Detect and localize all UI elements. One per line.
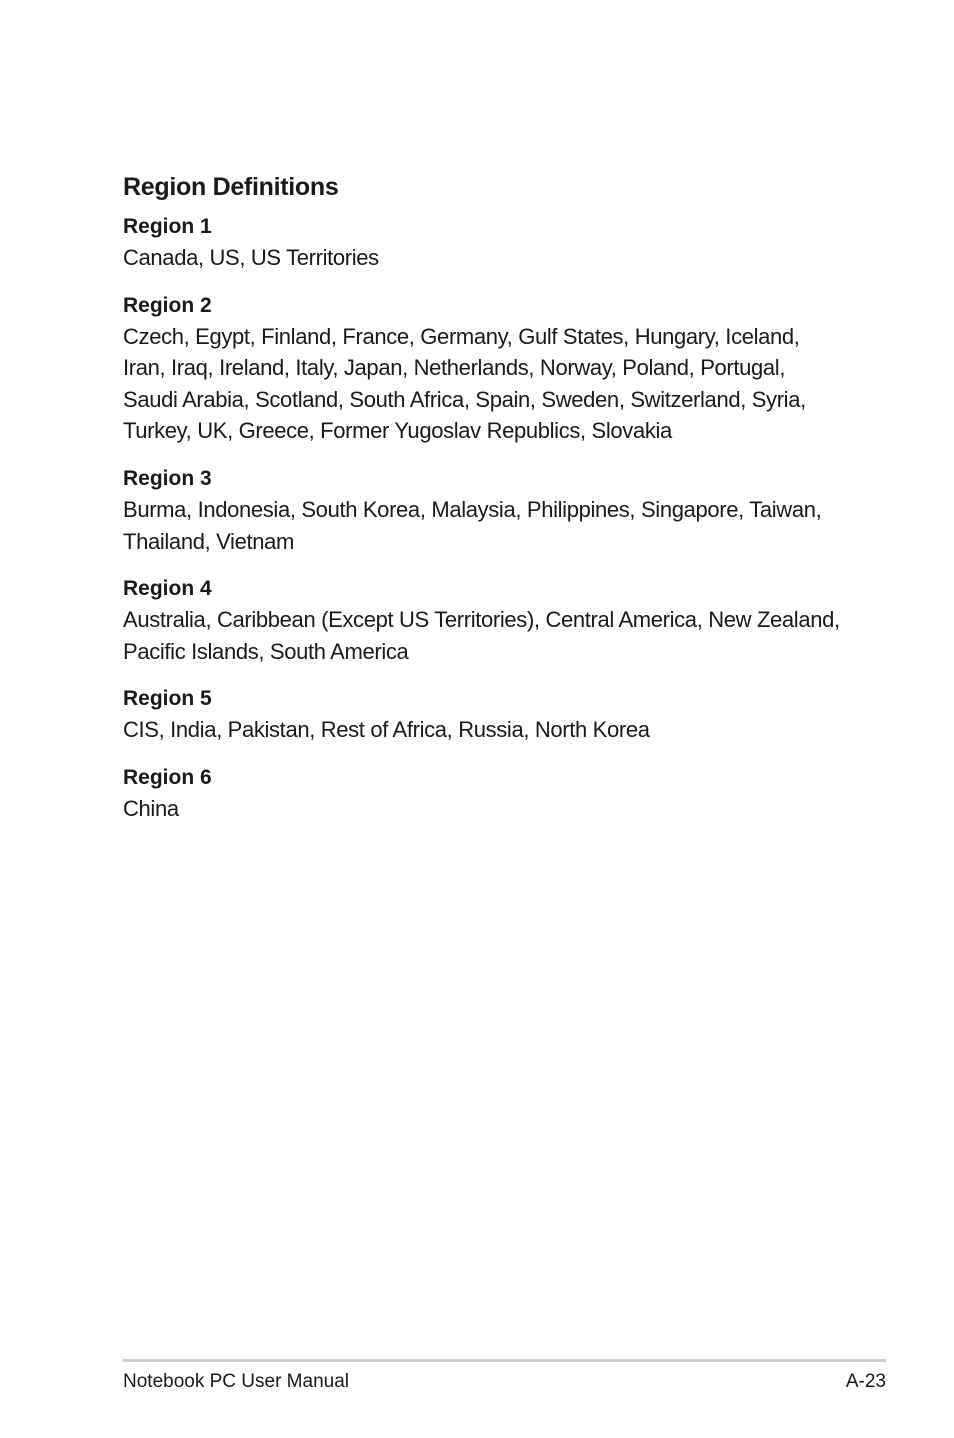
page-content: [123, 170, 843, 842]
region-country-list: Burma, Indonesia, South Korea, Malaysia, Philippines, Singapore, Taiwan, Thailand, Vietnam: [123, 496, 822, 554]
region-heading: Region 4: [123, 577, 212, 601]
region-country-list: Czech, Egypt, Finland, France, Germany, Gulf States, Hungary, Iceland, Iran, Iraq, Ireland, Italy, Japan, Netherlands, Norway, Poland, Portugal, Saudi Arabia, Scotland, South Africa, Spain, Sweden, Switzerland, Syria, Turkey, UK, Greece, Former Yugoslav Republics, Slovakia: [123, 323, 806, 444]
footer-manual-title: Notebook PC User Manual: [123, 1371, 349, 1392]
footer-page-number: A-23: [845, 1371, 886, 1392]
page-footer: [123, 1359, 886, 1394]
region-heading: Region 6: [123, 765, 212, 789]
region-heading: Region 3: [123, 466, 212, 490]
region-1: [123, 212, 843, 274]
region-3: [123, 464, 843, 557]
region-5: [123, 684, 843, 746]
region-heading: Region 5: [123, 687, 212, 711]
region-heading: Region 2: [123, 293, 212, 317]
region-2: [123, 291, 843, 447]
region-4: [123, 574, 843, 667]
region-country-list: China: [123, 795, 179, 821]
region-country-list: Australia, Caribbean (Except US Territories), Central America, New Zealand, Pacific Islands, South America: [123, 607, 840, 664]
region-heading: Region 1: [123, 215, 212, 238]
page-title: Region Definitions: [123, 173, 339, 201]
region-6: [123, 763, 843, 825]
region-country-list: Canada, US, US Territories: [123, 245, 379, 270]
region-country-list: CIS, India, Pakistan, Rest of Africa, Russia, North Korea: [123, 717, 650, 743]
